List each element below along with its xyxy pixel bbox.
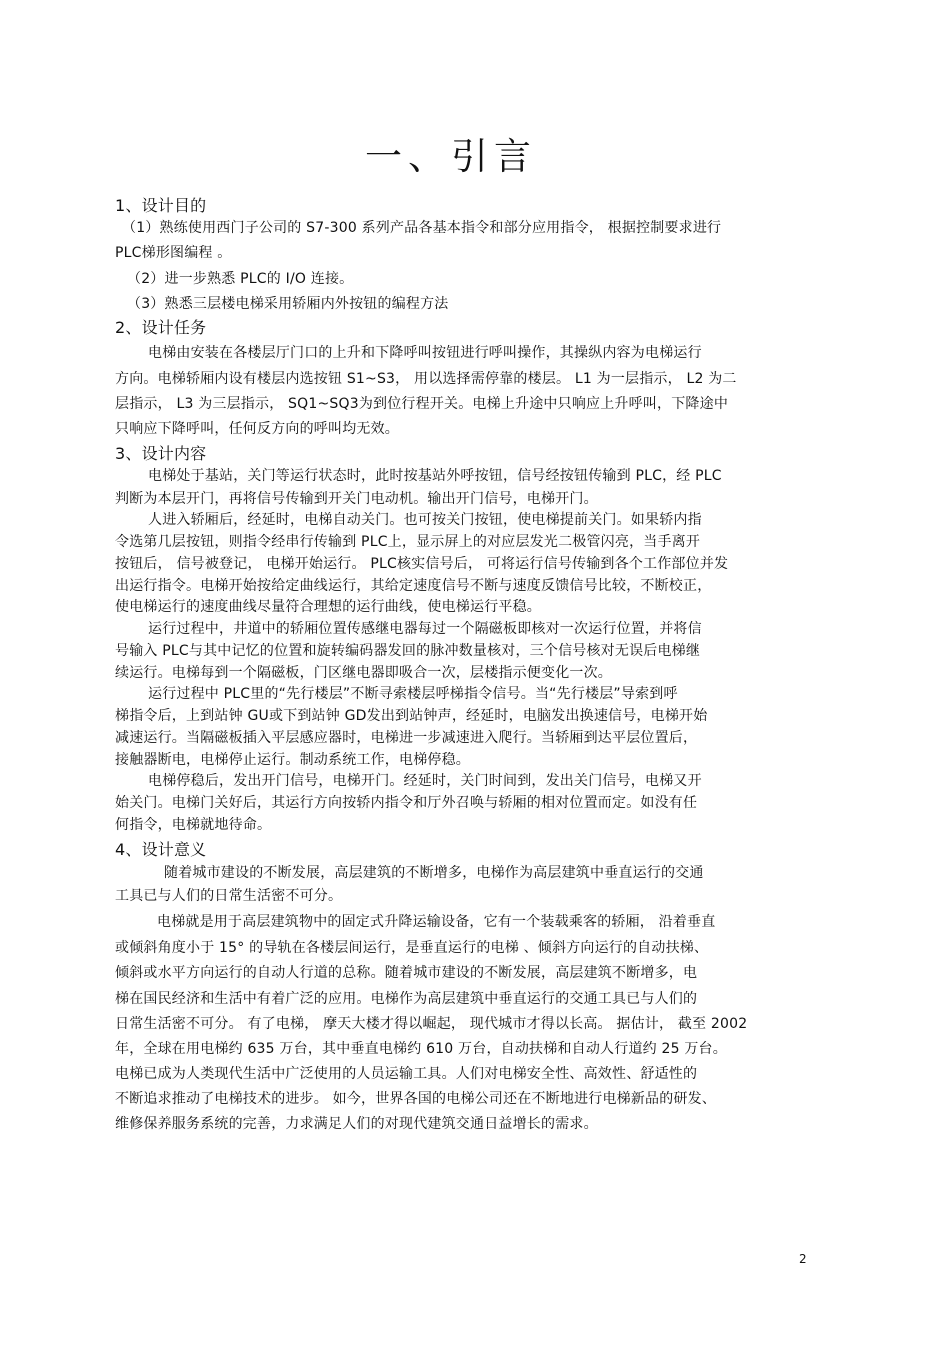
text-line: 减速运行。当隔磁板插入平层感应器时，电梯进一步减速进入爬行。当轿厢到达平层位置后，: [115, 730, 698, 746]
text-line: 何指令，电梯就地待命。: [115, 817, 272, 833]
text-line: 运行过程中，井道中的轿厢位置传感继电器每过一个隔磁板即核对一次运行位置，并将信: [148, 621, 702, 637]
text-line: （3）熟悉三层楼电梯采用轿厢内外按钮的编程方法: [127, 296, 449, 312]
section-heading: 3、设计内容: [115, 444, 207, 463]
section-heading: 2、设计任务: [115, 318, 207, 337]
text-line: 令选第几层按钮，则指令经串行传输到 PLC上，显示屏上的对应层发光二极管闪亮，当手离开: [115, 534, 701, 550]
text-line: 电梯就是用于高层建筑物中的固定式升降运输设备，它有一个装载乘客的轿厢， 沿着垂直: [157, 914, 716, 930]
text-line: 梯指令后，上到站钟 GU或下到站钟 GD发出到站钟声，经延时，电脑发出换速信号，电梯开始: [115, 708, 708, 724]
text-line: 或倾斜角度小于 15° 的导轨在各楼层间运行，是垂直运行的电梯 、倾斜方向运行的自动扶梯、: [115, 940, 709, 956]
text-line: 方向。电梯轿厢内设有楼层内选按钮 S1~S3， 用以选择需停靠的楼层。 L1 为一层指示， L2 为二: [115, 371, 737, 387]
text-line: 号输入 PLC与其中记忆的位置和旋转编码器发回的脉冲数量核对，三个信号核对无误后电梯继: [115, 643, 701, 659]
text-line: 使电梯运行的速度曲线尽量符合理想的运行曲线，使电梯运行平稳。: [115, 599, 541, 615]
text-line: 判断为本层开门，再将信号传输到开关门电动机。输出开门信号，电梯开门。: [115, 491, 598, 507]
text-line: 电梯由安装在各楼层厅门口的上升和下降呼叫按钮进行呼叫操作，其操纵内容为电梯运行: [148, 345, 702, 361]
text-line: 倾斜或水平方向运行的自动人行道的总称。随着城市建设的不断发展，高层建筑不断增多，电: [115, 965, 698, 981]
text-line: 随着城市建设的不断发展，高层建筑的不断增多，电梯作为高层建筑中垂直运行的交通: [164, 865, 704, 881]
text-line: 电梯停稳后，发出开门信号，电梯开门。经延时，关门时间到，发出关门信号，电梯又开: [148, 773, 702, 789]
text-line: 接触器断电，电梯停止运行。制动系统工作，电梯停稳。: [115, 752, 470, 768]
text-line: 电梯已成为人类现代生活中广泛使用的人员运输工具。人们对电梯安全性、高效性、舒适性的: [115, 1066, 698, 1082]
text-line: 维修保养服务系统的完善，力求满足人们的对现代建筑交通日益增长的需求。: [115, 1116, 598, 1132]
page-number: 2: [799, 1252, 807, 1266]
text-line: 不断追求推动了电梯技术的进步。 如今，世界各国的电梯公司还在不断地进行电梯新品的研发、: [115, 1091, 717, 1107]
text-line: 只响应下降呼叫，任何反方向的呼叫均无效。: [115, 421, 399, 437]
text-line: 工具已与人们的日常生活密不可分。: [115, 888, 343, 904]
text-line: 层指示， L3 为三层指示， SQ1~SQ3为到位行程开关。电梯上升途中只响应上升呼叫，下降途中: [115, 396, 729, 412]
text-line: 电梯处于基站，关门等运行状态时，此时按基站外呼按钮，信号经按钮传输到 PLC，经 PLC: [148, 468, 722, 484]
text-line: 运行过程中 PLC里的“先行楼层”不断寻索楼层呼梯指令信号。当“先行楼层”导索到呼: [148, 686, 678, 702]
text-line: 年，全球在用电梯约 635 万台，其中垂直电梯约 610 万台，自动扶梯和自动人行道约 25 万台。: [115, 1041, 727, 1057]
text-line: 按钮后， 信号被登记， 电梯开始运行。 PLC核实信号后， 可将运行信号传输到各个工作部位并发: [115, 556, 729, 572]
text-line: 始关门。电梯门关好后，其运行方向按轿内指令和厅外召唤与轿厢的相对位置而定。如没有任: [115, 795, 698, 811]
text-line: 出运行指令。电梯开始按给定曲线运行，其给定速度信号不断与速度反馈信号比较，不断校正，: [115, 578, 712, 594]
text-line: PLC梯形图编程 。: [115, 245, 232, 261]
text-line: （1）熟练使用西门子公司的 S7-300 系列产品各基本指令和部分应用指令， 根据控制要求进行: [122, 220, 722, 236]
text-line: 梯在国民经济和生活中有着广泛的应用。电梯作为高层建筑中垂直运行的交通工具已与人们的: [115, 991, 698, 1007]
page-title: 一、引言: [365, 135, 537, 178]
text-line: 人进入轿厢后，经延时，电梯自动关门。也可按关门按钮，使电梯提前关门。如果轿内指: [148, 512, 702, 528]
text-line: 日常生活密不可分。 有了电梯， 摩天大楼才得以崛起， 现代城市才得以长高。 据估计， 截至 2002: [115, 1016, 748, 1032]
section-heading: 4、设计意义: [115, 840, 207, 859]
text-line: 续运行。电梯每到一个隔磁板，门区继电器即吸合一次，层楼指示便变化一次。: [115, 665, 612, 681]
section-heading: 1、设计目的: [115, 196, 207, 215]
text-line: （2）进一步熟悉 PLC的 I/O 连接。: [127, 271, 354, 287]
